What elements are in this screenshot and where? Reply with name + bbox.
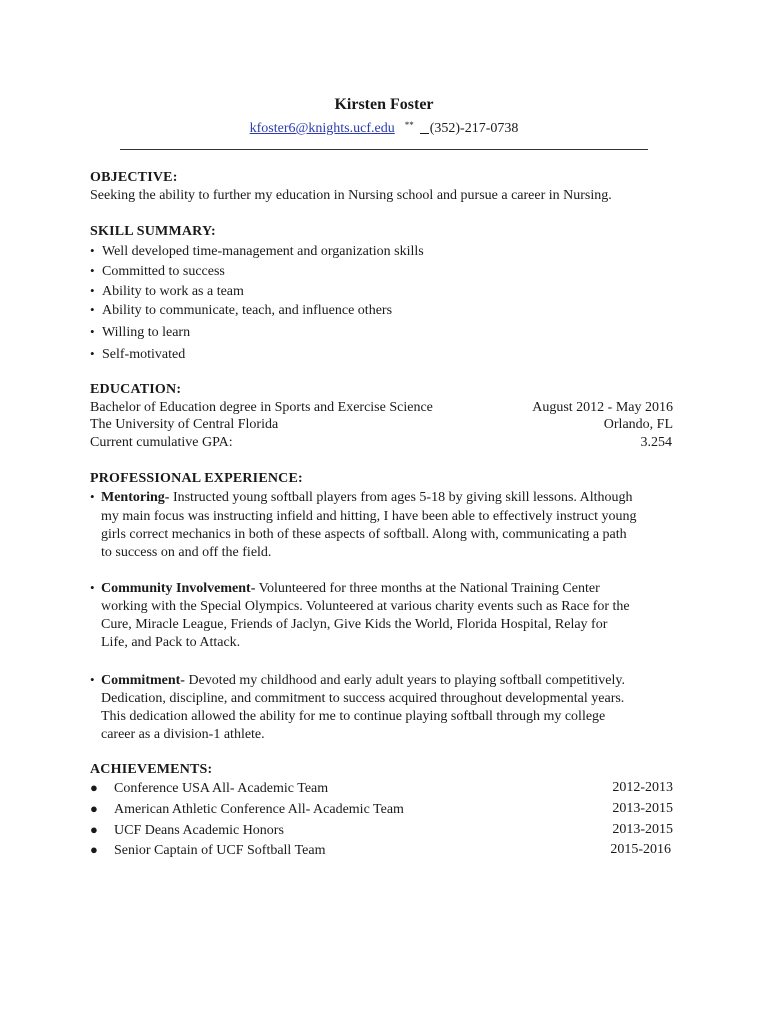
experience-title: Community Involvement- [101,581,256,596]
achievement-item: ● Conference USA All- Academic Team [90,780,329,796]
experience-title: Commitment- [101,673,185,688]
skill-item: • Ability to work as a team [90,283,244,299]
achievement-years: 2012-2013 [612,780,673,795]
achievement-item: ● UCF Deans Academic Honors [90,822,284,838]
skill-item: • Self-motivated [90,346,186,362]
university-text: The University of Central Florida [90,417,279,432]
experience-title: Mentoring- [101,490,170,505]
objective-heading: OBJECTIVE: [90,170,178,185]
achievement-years: 2015-2016 [610,842,671,857]
contact-line [0,116,768,138]
skill-item: • Ability to communicate, teach, and influence others [90,302,393,318]
skill-item: • Willing to learn [90,324,191,340]
skills-heading: SKILL SUMMARY: [90,224,216,239]
email-link[interactable]: kfoster6@knights.ucf.edu [249,121,395,136]
objective-text: Seeking the ability to further my education in Nursing school and pursue a career in Nursing. [90,188,612,203]
achievement-years: 2013-2015 [612,801,673,816]
gpa-label: Current cumulative GPA: [90,435,233,450]
education-heading: EDUCATION: [90,382,182,397]
resume-name: Kirsten Foster [334,96,434,113]
experience-mentoring: • Mentoring- Instructed young softball players from ages 5-18 by giving skill lessons. Although my main focus was instructing infield and hitting, I have been able to effectively instruct young girls correct mechanics in both of these aspects of softball. Along with, communicating a path to success on and off the field. [90,489,637,560]
achievements-heading: ACHIEVEMENTS: [90,762,213,777]
achievement-years: 2013-2015 [612,822,673,837]
skill-item: • Well developed time-management and organization skills [90,243,424,259]
contact-separator: ** [404,120,414,130]
experience-commitment: • Commitment- Devoted my childhood and early adult years to playing softball competitively. Dedication, discipline, and commitment to success acquired throughout developmental years. This dedication allowed the ability for me to continue playing softball through my college career as a division-1 athlete. [90,672,625,742]
experience-community: • Community Involvement- Volunteered for three months at the National Training Center working with the Special Olympics. Volunteered at various charity events such as Race for the Cure, Miracle League, Friends of Jaclyn, Give Kids the World, Florida Hospital, Relay for Life, and Pack to Attack. [90,580,630,650]
phone-icon [420,133,429,134]
phone-number: (352)-217-0738 [429,121,519,136]
skill-item: • Committed to success [90,263,225,279]
header-divider [120,149,648,150]
achievement-item: ● Senior Captain of UCF Softball Team [90,842,326,858]
degree-text: Bachelor of Education degree in Sports and Exercise Science [90,400,433,415]
gpa-value: 3.254 [640,435,672,450]
experience-heading: PROFESSIONAL EXPERIENCE: [90,471,303,486]
degree-dates: August 2012 - May 2016 [532,400,673,415]
achievement-item: ● American Athletic Conference All- Academic Team [90,801,404,817]
university-location: Orlando, FL [603,417,673,432]
